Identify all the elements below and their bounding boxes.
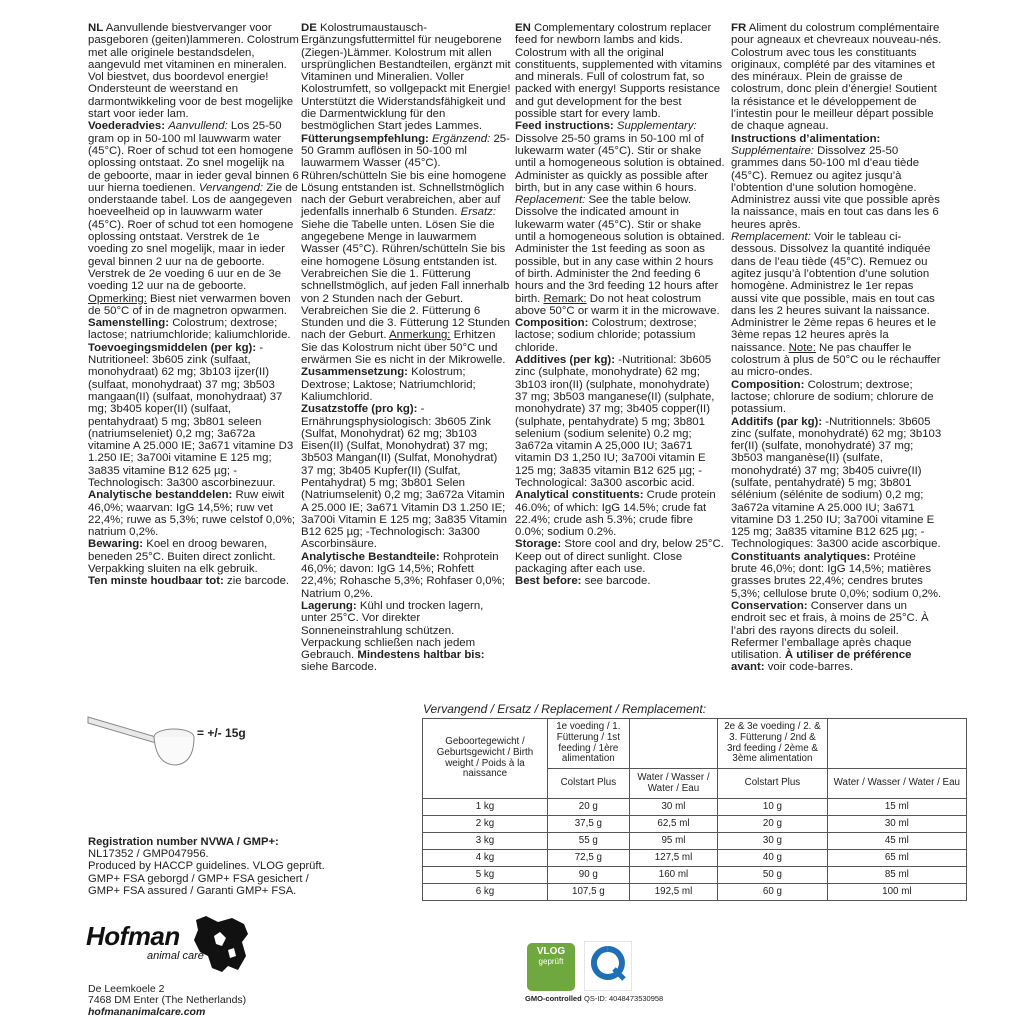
header-second-third-feeding: 2e & 3e voeding / 2. & 3. Fütterung / 2nd & 3rd feeding / 2ème & 3ème alimentation: [718, 719, 827, 769]
composition-heading: Samenstelling:: [88, 317, 170, 330]
supplementary-label: Supplementary:: [616, 120, 697, 133]
storage-heading: Conservation:: [731, 599, 808, 612]
storage-text: Kühl und trocken lagern, unter 25°C. Vor direkter Sonneneinstrahlung schützen. Verpackung schließen nach jedem Gebrauch.: [301, 599, 484, 662]
table-header-row: [423, 719, 967, 769]
best-before-text: zie barcode.: [227, 575, 290, 588]
additives-heading: Toevoegingsmiddelen (per kg):: [88, 341, 257, 354]
storage-heading: Bewaring:: [88, 538, 144, 551]
table-row: [423, 799, 967, 816]
address-line-2: 7468 DM Enter (The Netherlands): [88, 994, 247, 1007]
cell-colostart-2: 50 g: [718, 867, 827, 884]
replacement-text: Voir le tableau ci-dessous. Dissolvez la quantité indiquée dans de l’eau tiède (45°C). Remuez ou agitez jusqu’à l’obtention d’une solution homogène. Administrez le 1er repas aussi vite que possible, mais en tout cas dans les 2 heures suivant la naissance. Administrer le 2ème repas 6 heures et le 3ème repas 12 heures après la naissance.: [731, 231, 937, 354]
analytical-heading: Analytical constituents:: [515, 489, 644, 502]
composition-text: Colostrum; dextrose; lactose; sodium chloride; potassium chloride.: [515, 317, 697, 354]
registration-heading: Registration number NVWA / GMP+:: [88, 836, 279, 848]
cell-colostart-1: 90 g: [547, 867, 629, 884]
best-before-heading: Best before:: [515, 575, 582, 588]
remark-text: Do not heat colostrum above 50°C or warm it in the microwave.: [515, 292, 720, 317]
remark-label: Remark:: [543, 292, 587, 305]
lang-tag: EN: [515, 22, 531, 34]
measuring-scoop-icon: [86, 707, 196, 767]
remark-label: Note:: [788, 341, 816, 354]
header-colostart-2: Colstart Plus: [718, 769, 827, 799]
composition-heading: Composition:: [731, 378, 805, 391]
registration-block: [88, 836, 328, 897]
cell-colostart-1: 37,5 g: [547, 816, 629, 833]
best-before-text: voir code-barres.: [767, 661, 854, 674]
registration-line-3: GMP+ FSA assured / Garanti GMP+ FSA.: [88, 884, 297, 897]
cell-colostart-1: 20 g: [547, 799, 629, 816]
cell-weight: 6 kg: [423, 884, 548, 901]
replacement-label: Vervangend:: [198, 181, 264, 194]
cell-colostart-1: 72,5 g: [547, 850, 629, 867]
cell-water-2: 30 ml: [827, 816, 966, 833]
remark-label: Anmerkung:: [389, 329, 451, 342]
website-link[interactable]: hofmananimalcare.com: [88, 1005, 206, 1018]
additives-heading: Zusatzstoffe (pro kg):: [301, 403, 418, 416]
storage-text: Koel en droog bewaren, beneden 25°C. Buiten direct zonlicht. Verpakking sluiten na elk gebruik.: [88, 538, 276, 576]
replacement-text: Siehe die Tabelle unten. Lösen Sie die angegebene Menge in lauwarmem Wasser (45°C). Rühren/schütteln Sie bis eine homogene Lösung entstanden ist. Verabreichen Sie die 1. Fütterung schnellstmöglich, auf jeden Fall innerhalb von 2 Stunden nach der Geburt. Verabreichen Sie die 2. Fütterung 6 Stunden und die 3. Fütterung 12 Stunden nach der Geburt.: [301, 218, 510, 342]
additives-text: -Nutritional: 3b605 zinc (sulphate, monohydrate) 62 mg; 3b103 iron(II) (sulphate, monohydrate) 37 mg; 3b503 manganese(II) (sulphate, monohydrate) 37 mg; 3b405 copper(II) (sulphate, pentahydrate) 5 mg; 3b801 selenium (sodium selenite) 0.2 mg; 3a672a vitamin A 25,000 IU; 3a671 vitamin D3 1,250 IU; 3a700i vitamin E 125 mg; 3a835 vitamin B12 625 µg; -Technological: 3a300 ascorbic acid.: [515, 354, 715, 489]
table-row: [423, 850, 967, 867]
cell-weight: 4 kg: [423, 850, 548, 867]
best-before-heading: À utiliser de préférence avant:: [731, 649, 912, 674]
brand-subtitle: animal care: [147, 950, 204, 962]
replacement-label: Ersatz:: [460, 206, 497, 219]
cell-colostart-2: 20 g: [718, 816, 827, 833]
replacement-label: Remplacement:: [731, 231, 811, 244]
vlog-badge-text: [527, 947, 575, 967]
remark-text: Ne pas chauffer le colostrum à plus de 50°C ou le réchauffer au micro-ondes.: [731, 341, 941, 379]
vlog-label: VLOG: [536, 946, 566, 957]
address-block: [88, 984, 246, 1018]
additives-text: -Nutritionnels: 3b605 zinc (sulfate, monohydraté) 62 mg; 3b103 fer(II) (sulfate, monohydraté) 37 mg; 3b503 manganèse(II) (sulfate, monohydraté) 37 mg; 3b405 cuivre(II) (sulfate, pentahydraté) 5 mg; 3b801 sélénium (sélénite de sodium) 0,2 mg; 3a672a vitamine A 25.000 IU; 3a671 vitamine D3 1.250 IU; 3a700i vitamine E 125 mg; 3a835 vitamine B12 625 µg; -Technologiques: 3a300 acide ascorbique.: [731, 415, 942, 551]
cell-water-2: 100 ml: [827, 884, 966, 901]
replacement-text: See the table below. Dissolve the indicated amount in lukewarm water (45°C). Stir or shake until a homogeneous solution is obtained. Administer the 1st feeding as soon as possible, but in any case within 2 hours of birth. Administer the 2nd feeding 6 hours and the 3rd feeding 12 hours after birth.: [515, 194, 725, 305]
lang-tag: FR: [731, 22, 747, 34]
brand-logo: Hofman: [86, 921, 180, 951]
feed-heading: Voederadvies:: [88, 120, 166, 133]
column-nl: [88, 22, 300, 588]
analytical-text: Protéine brute 46,0%; dont: IgG 14,5%; matières grasses brutes 22,4%; cendres brutes 5,3%; cellulose brute 0,0%; sodium 0,2%.: [731, 550, 942, 600]
dose-table: [422, 718, 967, 901]
replacement-label: Replacement:: [515, 194, 586, 207]
remark-text: Erhitzen Sie das Kolostrum nicht über 50°C und erwärmen Sie es nicht in der Mikrowelle.: [301, 329, 506, 367]
registration-line-1: Produced by HACCP guidelines. VLOG geprüft.: [88, 860, 325, 873]
cell-water-2: 85 ml: [827, 867, 966, 884]
additives-text: -Ernährungsphysiologisch: 3b605 Zink (Sulfat, Monohydrat) 62 mg; 3b103 Eisen(II) (Sulfat, Monohydrat) 37 mg; 3b503 Mangan(II) (Sulfat, Monohydrat) 37 mg; 3b405 Kupfer(II) (Sulfat, Pentahydrat) 5 mg; 3b801 Selen (Natriumselenit) 0,2 mg; 3a672a Vitamin A 25.000 IE; 3a671 Vitamin D3 1.250 IE; 3a700i Vitamin E 125 mg; 3a835 Vitamin B12 625 µg; -Technologisch: 3a300 Ascorbinsäure.: [301, 403, 508, 551]
cell-colostart-2: 30 g: [718, 833, 827, 850]
cell-colostart-2: 40 g: [718, 850, 827, 867]
analytical-heading: Analytische bestanddelen:: [88, 489, 233, 502]
supplementary-text: Dissolvez 25-50 grammes dans 50-100 ml d’eau tiède (45°C). Remuez ou agitez jusqu’à l’obtention d’une solution homogène. Administrez aussi vite que possible après la naissance, mais en tout cas dans les 6 heures après.: [731, 144, 940, 231]
best-before-text: see barcode.: [584, 575, 651, 588]
cell-weight: 1 kg: [423, 799, 548, 816]
table-title: Vervangend / Ersatz / Replacement / Remplacement:: [423, 702, 707, 716]
cell-weight: 2 kg: [423, 816, 548, 833]
header-water-1: Water / Wasser / Water / Eau: [629, 769, 717, 799]
replacement-text: Zie de onderstaande tabel. Los de aangegeven hoeveelheid op in lauwwarm water (45°C). Roer of schud tot een homogene oplossing ontstaat. Verstrek de 1e voeding zo snel mogelijk, maar in ieder geval binnen 2 uur na de geboorte. Verstrek de 2e voeding 6 uur en de 3e voeding 12 uur na de geboorte.: [88, 181, 298, 293]
lang-tag: DE: [301, 22, 317, 34]
analytical-heading: Analytische Bestandteile:: [301, 550, 440, 563]
cell-weight: 5 kg: [423, 867, 548, 884]
analytical-text: Rohprotein 46,0%; davon: IgG 14,5%; Rohfett 22,4%; Rohasche 5,3%; Rohfaser 0,0%; Natrium 0,2%.: [301, 550, 505, 600]
cow-silhouette-icon: [188, 912, 258, 974]
additives-text: -Nutritioneel: 3b605 zink (sulfaat, monohydraat) 62 mg; 3b103 ijzer(II) (sulfaat, monohydraat) 37 mg; 3b503 mangaan(II) (sulfaat, monohydraat) 37 mg; 3b405 koper(II) (sulfaat, pentahydraat) 5 mg; 3b801 seleen (natriumseleniet) 0,2 mg; 3a672a vitamine A 25.000 IE; 3a671 vitamine D3 1.250 IE; 3a700i vitamine E 125 mg; 3a835 vitamine B12 625 µg; -Technologisch: 3a300 ascorbinezuur.: [88, 341, 294, 489]
supplementary-text: Los 25-50 gram op in 50-100 ml lauwwarm water (45°C). Roer of schud tot een homogene oplossing ontstaat. Zo snel mogelijk na de geboorte, maar in ieder geval binnen 6 uur hierna toedienen.: [88, 120, 299, 194]
cell-water-1: 160 ml: [629, 867, 717, 884]
supplementary-text: Dissolve 25-50 grams in 50-100 ml of lukewarm water (45°C). Stir or shake until a homogeneous solution is obtained. Administer as quickly as possible after birth, but in any case within 6 hours.: [515, 132, 725, 194]
supplementary-label: Aanvullend:: [168, 120, 228, 133]
header-colostart-1: Colstart Plus: [547, 769, 629, 799]
header-birth-weight: Geboortegewicht / Geburtsgewicht / Birth weight / Poids à la naissance: [423, 719, 548, 799]
storage-text: Conserver dans un endroit sec et frais, à moins de 25°C. À l’abri des rayons directs du soleil. Refermer l’emballage après chaque utilisation.: [731, 599, 929, 662]
table-row: [423, 867, 967, 884]
analytical-text: Crude protein 46.0%; of which: IgG 14.5%; crude fat 22.4%; crude ash 5.3%; crude fibre 0.0%; sodium 0.2%.: [515, 489, 716, 539]
cell-water-1: 62,5 ml: [629, 816, 717, 833]
composition-heading: Composition:: [515, 317, 589, 330]
column-en: [515, 22, 725, 588]
cell-water-1: 127,5 ml: [629, 850, 717, 867]
cell-water-2: 15 ml: [827, 799, 966, 816]
registration-line-2: GMP+ FSA geborgd / GMP+ FSA gesichert /: [88, 872, 309, 885]
composition-text: Colostrum; dextrose; lactose; chlorure de sodium; chlorure de potassium.: [731, 378, 934, 416]
storage-text: Store cool and dry, below 25°C. Keep out of direct sunlight. Close packaging after each use.: [515, 538, 724, 576]
vlog-sublabel: geprüft: [538, 957, 564, 966]
cell-weight: 3 kg: [423, 833, 548, 850]
supplementary-label: Ergänzend:: [432, 132, 491, 145]
additives-heading: Additifs (par kg):: [731, 415, 823, 428]
cell-water-1: 95 ml: [629, 833, 717, 850]
intro-text: Complementary colostrum replacer feed for newborn lambs and kids. Colostrum with all the original constituents, supplemented with vitamins and minerals. Full of colostrum fat, so packed with energy! Supports resistance and gut development for the best possible start for every lamb.: [515, 22, 723, 121]
cell-colostart-1: 55 g: [547, 833, 629, 850]
supplementary-label: Supplémentaire:: [731, 144, 814, 157]
cell-water-1: 30 ml: [629, 799, 717, 816]
registration-number: NL17352 / GMP047956.: [88, 848, 209, 861]
intro-text: Aanvullende biestvervanger voor pasgeboren (geiten)lammeren. Colostrum met alle originele bestandsdelen, aangevuld met vitaminen en mineralen. Vol biestvet, dus boordevol energie! Ondersteunt de weerstand en darmontwikkeling voor de best mogelijke start voor ieder lam.: [88, 22, 299, 121]
intro-text: Aliment du colostrum complémentaire pour agneaux et chevreaux nouveau-nés. Colostrum avec tous les constituants originaux, complété par des vitamines et des minéraux. Plein de graisse de colostrum, donc plein d’énergie! Soutient la résistance et le développement de l’intestin pour le meilleur départ possible de chaque agneau.: [731, 22, 942, 133]
best-before-heading: Ten minste houdbaar tot:: [88, 575, 224, 588]
cell-colostart-2: 10 g: [718, 799, 827, 816]
cell-water-2: 65 ml: [827, 850, 966, 867]
gmo-label: GMO-controlled: [525, 994, 582, 1003]
qs-quality-badge-icon: [584, 941, 632, 991]
header-first-feeding: 1e voeding / 1. Fütterung / 1st feeding / 1ère alimentation: [547, 719, 629, 769]
cell-water-1: 192,5 ml: [629, 884, 717, 901]
best-before-heading: Mindestens haltbar bis:: [357, 649, 485, 662]
analytical-text: Ruw eiwit 46,0%; waarvan: IgG 14,5%; ruw vet 22,4%; ruwe as 5,3%; ruwe celstof 0,0%; natrium 0,2%.: [88, 489, 296, 539]
table-row: [423, 884, 967, 901]
scoop-label: = +/- 15g: [197, 726, 246, 740]
intro-text: Kolostrumaustausch-Ergänzungsfuttermittel für neugeborene (Ziegen-)Lämmer. Kolostrum mit allen ursprünglichen Bestandteilen, ergänzt mit Vitaminen und Mineralien. Voller Kolostrumfett, so vollgepackt mit Energie! Unterstützt die Widerstandsfähigkeit und die Darmentwicklung für den bestmöglichen Start jedes Lammes.: [301, 22, 511, 133]
header-water-2: Water / Wasser / Water / Eau: [827, 769, 966, 799]
column-de: [301, 22, 512, 674]
feed-heading: Instructions d’alimentation:: [731, 132, 881, 145]
composition-text: Colostrum; dextrose; lactose; natriumchloride; kaliumchloride.: [88, 317, 291, 342]
table-row: [423, 816, 967, 833]
remark-label: Opmerking:: [88, 292, 147, 305]
column-fr: [731, 22, 943, 674]
analytical-heading: Constituants analytiques:: [731, 550, 871, 563]
storage-heading: Lagerung:: [301, 599, 357, 612]
composition-text: Kolostrum; Dextrose; Laktose; Natriumchlorid; Kaliumchlorid.: [301, 366, 476, 403]
table-row: [423, 833, 967, 850]
cell-water-2: 45 ml: [827, 833, 966, 850]
feed-heading: Fütterungsempfehlung:: [301, 132, 429, 145]
supplementary-text: 25-50 Gramm auflösen in 50-100 ml lauwarmem Wasser (45°C). Rühren/schütteln Sie bis eine homogene Lösung entstanden ist. Schnellstmöglich nach der Geburt verabreichen, aber auf jedenfalls innerhalb 6 Stunden.: [301, 132, 510, 219]
address-line-1: De Leemkoele 2: [88, 983, 165, 995]
lang-tag: NL: [88, 22, 104, 34]
qs-id: QS-ID: 4048473530958: [584, 994, 664, 1003]
cell-colostart-2: 60 g: [718, 884, 827, 901]
remark-text: Biest niet verwarmen boven de 50°C of in de magnetron opwarmen.: [88, 292, 291, 317]
additives-heading: Additives (per kg):: [515, 354, 615, 367]
composition-heading: Zusammensetzung:: [301, 366, 408, 379]
cell-colostart-1: 107,5 g: [547, 884, 629, 901]
storage-heading: Storage:: [515, 538, 562, 551]
feed-heading: Feed instructions:: [515, 120, 614, 133]
best-before-text: siehe Barcode.: [301, 661, 377, 674]
